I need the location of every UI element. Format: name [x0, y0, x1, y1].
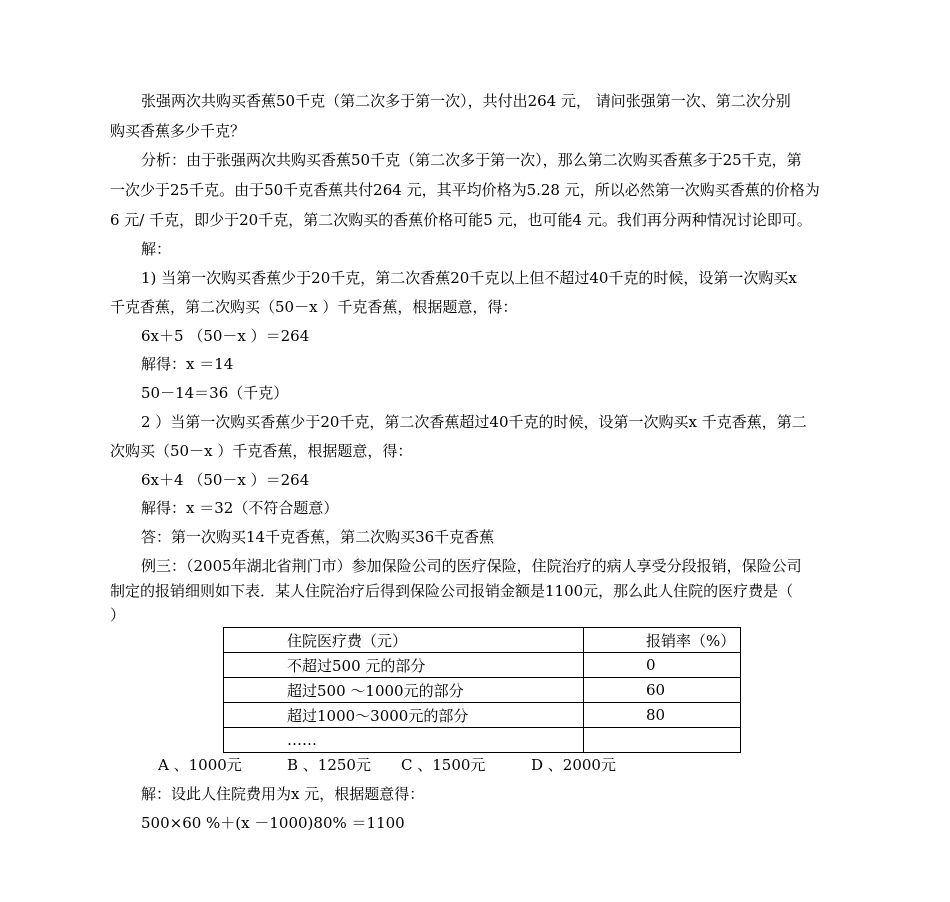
table-cell: 不超过500 元的部分 [224, 653, 584, 678]
case-line: 千克香蕉，第二次购买（50－x ）千克香蕉，根据题意，得： [110, 298, 518, 316]
table-header: 住院医疗费（元） [224, 628, 584, 653]
table-row [224, 678, 741, 703]
table-cell: 60 [584, 678, 741, 703]
solution-line: 解得：x ＝32（不符合题意） [141, 499, 339, 517]
equation: 500×60 %＋(x －1000)80% ＝1100 [141, 814, 405, 832]
example-line: 例三：（2005年湖北省荆门市）参加保险公司的医疗保险，住院治疗的病人享受分段报销，保险公司 [141, 557, 802, 575]
solution-line: 解得：x ＝14 [141, 355, 234, 373]
table-cell: 超过1000～3000元的部分 [224, 703, 584, 728]
case-line: 次购买（50－x ）千克香蕉，根据题意，得： [110, 442, 413, 460]
answer-line: 答：第一次购买14千克香蕉，第二次购买36千克香蕉 [141, 528, 495, 546]
example-line: 制定的报销细则如下表．某人住院治疗后得到保险公司报销金额是1100元，那么此人住院的医疗费是（ [110, 582, 794, 600]
table-header: 报销率（%） [584, 628, 741, 653]
equation: 6x＋4 （50－x ）＝264 [141, 471, 310, 489]
option-b: B 、1250元 [287, 756, 371, 774]
solution-line: 解：设此人住院费用为x 元，根据题意得： [141, 785, 425, 803]
table-cell: 80 [584, 703, 741, 728]
analysis-line: 分析：由于张强两次共购买香蕉50千克（第二次多于第一次），那么第二次购买香蕉多于25千克，第 [141, 151, 802, 169]
result-line: 50－14＝36（千克） [141, 384, 289, 402]
case-line: 1) 当第一次购买香蕉少于20千克，第二次香蕉20千克以上但不超过40千克的时候，设第一次购买x [141, 269, 797, 287]
solution-heading: 解： [141, 240, 172, 258]
example-line: ） [110, 606, 126, 624]
table-row [224, 703, 741, 728]
table-header-row [224, 628, 741, 653]
case-line: 2 ）当第一次购买香蕉少于20千克，第二次香蕉超过40千克的时候，设第一次购买x 千克香蕉，第二 [141, 413, 807, 431]
table-cell: …… [224, 728, 584, 753]
option-d: D 、2000元 [531, 756, 616, 774]
table-cell: 超过500 ～1000元的部分 [224, 678, 584, 703]
problem-line: 张强两次共购买香蕉50千克（第二次多于第一次），共付出264 元， 请问张强第一次、第二次分别 [141, 92, 791, 110]
analysis-line: 一次少于25千克。由于50千克香蕉共付264 元，其平均价格为5.28 元，所以必然第一次购买香蕉的价格为 [110, 181, 820, 199]
analysis-line: 6 元/ 千克，即少于20千克，第二次购买的香蕉价格可能5 元，也可能4 元。我们再分两种情况讨论即可。 [110, 211, 812, 229]
table-row [224, 728, 741, 753]
table-row [224, 653, 741, 678]
problem-line: 购买香蕉多少千克？ [110, 122, 246, 140]
table-cell [584, 728, 741, 753]
option-c: C 、1500元 [401, 756, 486, 774]
option-a: A 、1000元 [158, 756, 242, 774]
equation: 6x＋5 （50－x ）＝264 [141, 327, 310, 345]
reimbursement-table [223, 627, 741, 753]
table-cell: 0 [584, 653, 741, 678]
